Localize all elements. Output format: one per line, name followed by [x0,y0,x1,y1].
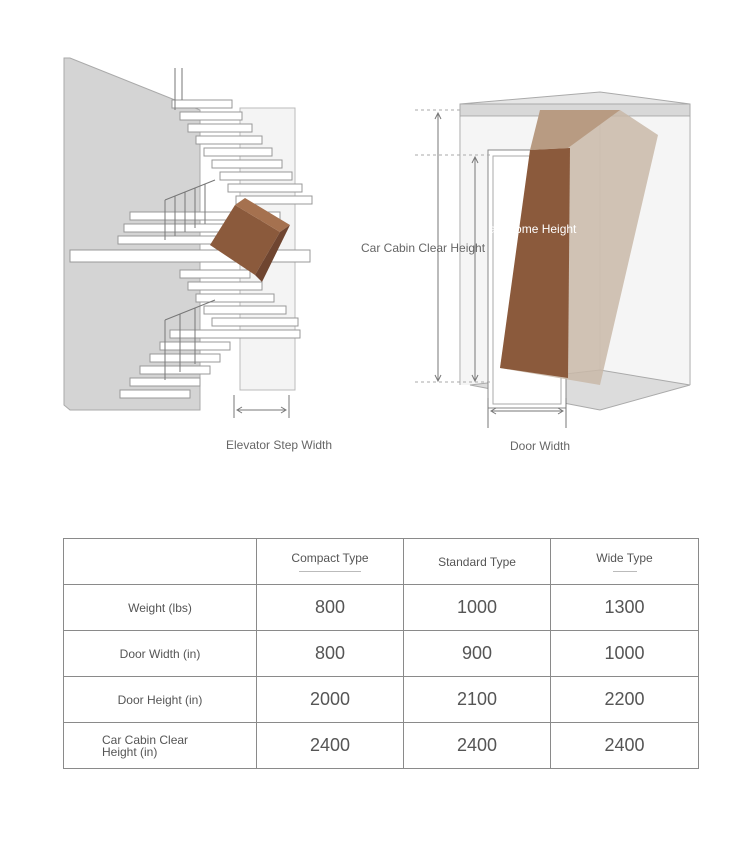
table-header-row [64,539,699,585]
cell-value: 800 [257,585,404,631]
table-row [64,723,699,769]
cell-value: 800 [257,631,404,677]
cell-value: 2100 [404,677,551,723]
header-standard: Standard Type [404,539,551,585]
cell-value: 1300 [551,585,699,631]
door-width-label: Door Width [510,439,571,453]
staircase-drawing [64,58,312,418]
cell-value: 900 [404,631,551,677]
cell-value: 2400 [257,723,404,769]
step-width-label: Elevator Step Width [226,438,333,452]
cell-value: 2000 [257,677,404,723]
handsome-height-label: andsome Height [489,222,577,236]
step-width-arrow [234,395,289,418]
row-label: Door Height (in) [64,677,257,723]
row-label: Car Cabin Clear Height (in) [64,723,257,769]
row-label: Weight (lbs) [64,585,257,631]
table-row [64,631,699,677]
row-label: Door Width (in) [64,631,257,677]
cabin-height-label: Car Cabin Clear Height [361,241,486,255]
cell-value: 1000 [551,631,699,677]
header-compact: Compact Type [257,539,404,585]
table-row [64,585,699,631]
cell-value: 2200 [551,677,699,723]
cell-value: 2400 [551,723,699,769]
cabin-drawing [415,92,690,428]
table-row [64,677,699,723]
cell-value: 1000 [404,585,551,631]
spec-table [63,538,699,769]
header-empty [64,539,257,585]
cell-value: 2400 [404,723,551,769]
header-wide: Wide Type [551,539,699,585]
